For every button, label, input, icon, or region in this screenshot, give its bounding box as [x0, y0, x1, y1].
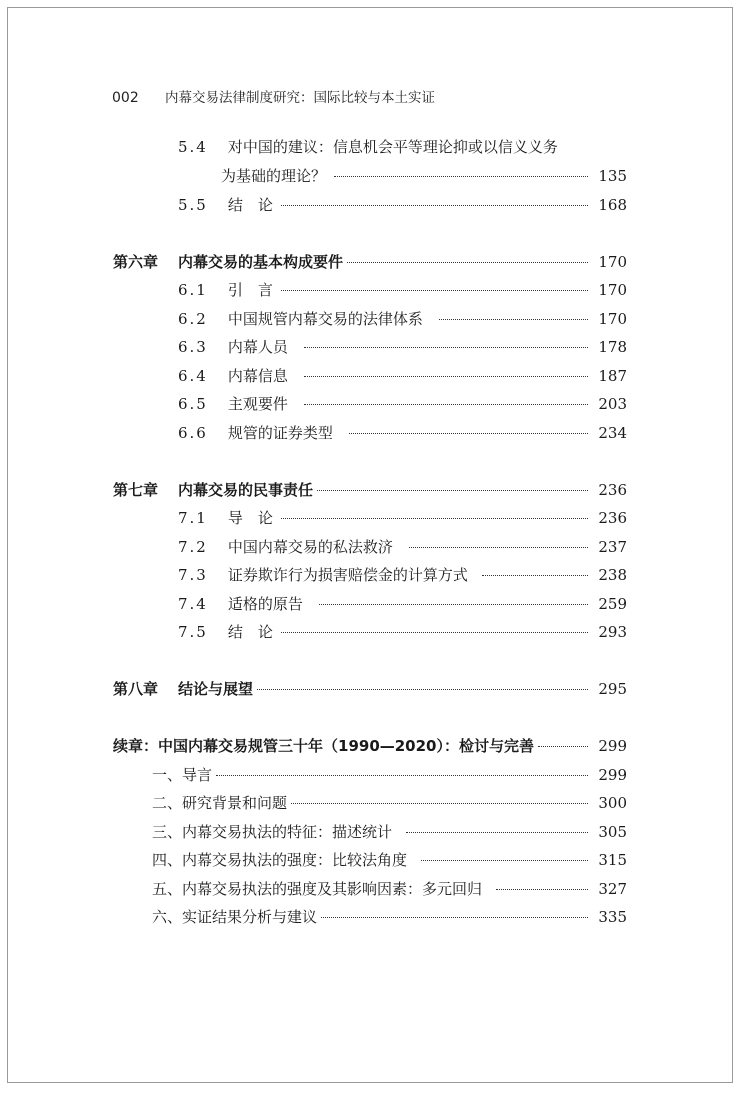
- header-book-title: 内幕交易法律制度研究：国际比较与本土实证: [165, 90, 436, 106]
- toc-title: 规管的证券类型: [227, 424, 333, 442]
- toc-page: 168: [598, 196, 627, 214]
- toc-number: 7.3: [178, 566, 208, 584]
- dot-leader: [538, 746, 588, 747]
- toc-entry-7-1[interactable]: [178, 507, 627, 528]
- toc-entry-7-2[interactable]: [178, 536, 627, 557]
- toc-chapter-8[interactable]: [113, 678, 627, 699]
- chapter-label: 第八章: [113, 680, 159, 698]
- toc-title: 为基础的理论？: [221, 167, 327, 185]
- toc-title: 三、内幕交易执法的特征：描述统计: [152, 823, 393, 841]
- toc-entry-cont-3[interactable]: [152, 821, 627, 842]
- running-header: [112, 86, 435, 106]
- toc-title: 中国规管内幕交易的法律体系: [227, 310, 423, 328]
- toc-title: 四、内幕交易执法的强度：比较法角度: [152, 851, 408, 869]
- toc-title: 二、研究背景和问题: [152, 794, 288, 812]
- dot-leader: [257, 689, 588, 690]
- toc-title: 五、内幕交易执法的强度及其影响因素：多元回归: [152, 880, 483, 898]
- toc-page: 170: [598, 281, 627, 299]
- toc-entry-6-1[interactable]: [178, 279, 627, 300]
- toc-title: 内幕信息: [227, 367, 288, 385]
- dot-leader: [482, 575, 588, 576]
- toc-title: 引 言: [227, 281, 273, 299]
- dot-leader: [347, 262, 588, 263]
- dot-leader: [216, 775, 588, 776]
- toc-title: 导 论: [227, 509, 273, 527]
- toc-title: 一、导言: [152, 766, 213, 784]
- toc-number: 7.5: [178, 623, 208, 641]
- toc-title: 六、实证结果分析与建议: [152, 908, 318, 926]
- dot-leader: [319, 604, 588, 605]
- toc-chapter-7[interactable]: [113, 479, 627, 500]
- toc-entry-7-4[interactable]: [178, 593, 627, 614]
- toc-page: 293: [598, 623, 627, 641]
- toc-entry-6-5[interactable]: [178, 393, 627, 414]
- dot-leader: [304, 347, 588, 348]
- toc-page: 234: [598, 424, 627, 442]
- dot-leader: [281, 290, 588, 291]
- toc-entry-cont-6[interactable]: [152, 906, 627, 927]
- toc-page: 259: [598, 595, 627, 613]
- toc-title: 主观要件: [227, 395, 288, 413]
- toc-page: 300: [598, 794, 627, 812]
- dot-leader: [281, 632, 588, 633]
- toc-page: 327: [598, 880, 627, 898]
- toc-number: 6.6: [178, 424, 208, 442]
- dot-leader: [281, 518, 588, 519]
- toc-number: 7.4: [178, 595, 208, 613]
- toc-title: 对中国的建议：信息机会平等理论抑或以信义义务: [227, 138, 558, 156]
- toc-title: 适格的原告: [227, 595, 303, 613]
- dot-leader: [321, 917, 588, 918]
- toc-page: 295: [598, 680, 627, 698]
- toc-number: 6.3: [178, 338, 208, 356]
- toc-page: 203: [598, 395, 627, 413]
- toc-number: 6.2: [178, 310, 208, 328]
- toc-title: 证券欺诈行为损害赔偿金的计算方式: [227, 566, 468, 584]
- header-page-number: 002: [112, 90, 139, 106]
- toc-page: 187: [598, 367, 627, 385]
- toc-number: 5.5: [178, 196, 208, 214]
- toc-number: 6.4: [178, 367, 208, 385]
- dot-leader: [406, 832, 588, 833]
- toc-title: 结 论: [227, 196, 273, 214]
- toc-entry-6-2[interactable]: [178, 308, 627, 329]
- chapter-label: 第六章: [113, 253, 159, 271]
- toc-entry-6-3[interactable]: [178, 336, 627, 357]
- dot-leader: [409, 547, 588, 548]
- dot-leader: [349, 433, 588, 434]
- toc-number: 5.4: [178, 138, 208, 156]
- dot-leader: [281, 205, 588, 206]
- toc-entry-cont-2[interactable]: [152, 792, 627, 813]
- toc-page: 170: [598, 253, 627, 271]
- toc-number: 7.2: [178, 538, 208, 556]
- toc-page: 238: [598, 566, 627, 584]
- dot-leader: [421, 860, 588, 861]
- toc-number: 6.5: [178, 395, 208, 413]
- dot-leader: [439, 319, 588, 320]
- toc-page: 305: [598, 823, 627, 841]
- toc-entry-5-4-line1[interactable]: [178, 136, 558, 157]
- toc-entry-6-4[interactable]: [178, 365, 627, 386]
- toc-page: 237: [598, 538, 627, 556]
- toc-entry-cont-4[interactable]: [152, 849, 627, 870]
- toc-entry-7-3[interactable]: [178, 564, 627, 585]
- toc-entry-5-5[interactable]: [178, 194, 627, 215]
- toc-chapter-6[interactable]: [113, 251, 627, 272]
- toc-title: 结 论: [227, 623, 273, 641]
- toc-title: 内幕人员: [227, 338, 288, 356]
- chapter-title: 内幕交易的民事责任: [178, 481, 314, 499]
- toc-entry-7-5[interactable]: [178, 621, 627, 642]
- chapter-title: 续章：中国内幕交易规管三十年（1990—2020）：检讨与完善: [113, 737, 534, 755]
- toc-entry-cont-5[interactable]: [152, 878, 627, 899]
- dot-leader: [317, 490, 588, 491]
- toc-title: 中国内幕交易的私法救济: [227, 538, 393, 556]
- toc-page: 170: [598, 310, 627, 328]
- dot-leader: [304, 404, 588, 405]
- toc-page: 299: [598, 737, 627, 755]
- toc-page: 315: [598, 851, 627, 869]
- toc-page: 178: [598, 338, 627, 356]
- toc-continuation-chapter[interactable]: [113, 735, 627, 756]
- chapter-title: 结论与展望: [178, 680, 254, 698]
- dot-leader: [304, 376, 588, 377]
- toc-page: 135: [598, 167, 627, 185]
- toc-number: 7.1: [178, 509, 208, 527]
- toc-number: 6.1: [178, 281, 208, 299]
- toc-page: 236: [598, 509, 627, 527]
- dot-leader: [496, 889, 588, 890]
- toc-page: 236: [598, 481, 627, 499]
- toc-entry-5-4-line2[interactable]: [221, 165, 627, 186]
- dot-leader: [334, 176, 588, 177]
- toc-entry-cont-1[interactable]: [152, 764, 627, 785]
- chapter-label: 第七章: [113, 481, 159, 499]
- toc-page: 335: [598, 908, 627, 926]
- toc-entry-6-6[interactable]: [178, 422, 627, 443]
- dot-leader: [291, 803, 588, 804]
- chapter-title: 内幕交易的基本构成要件: [178, 253, 344, 271]
- toc-page: 299: [598, 766, 627, 784]
